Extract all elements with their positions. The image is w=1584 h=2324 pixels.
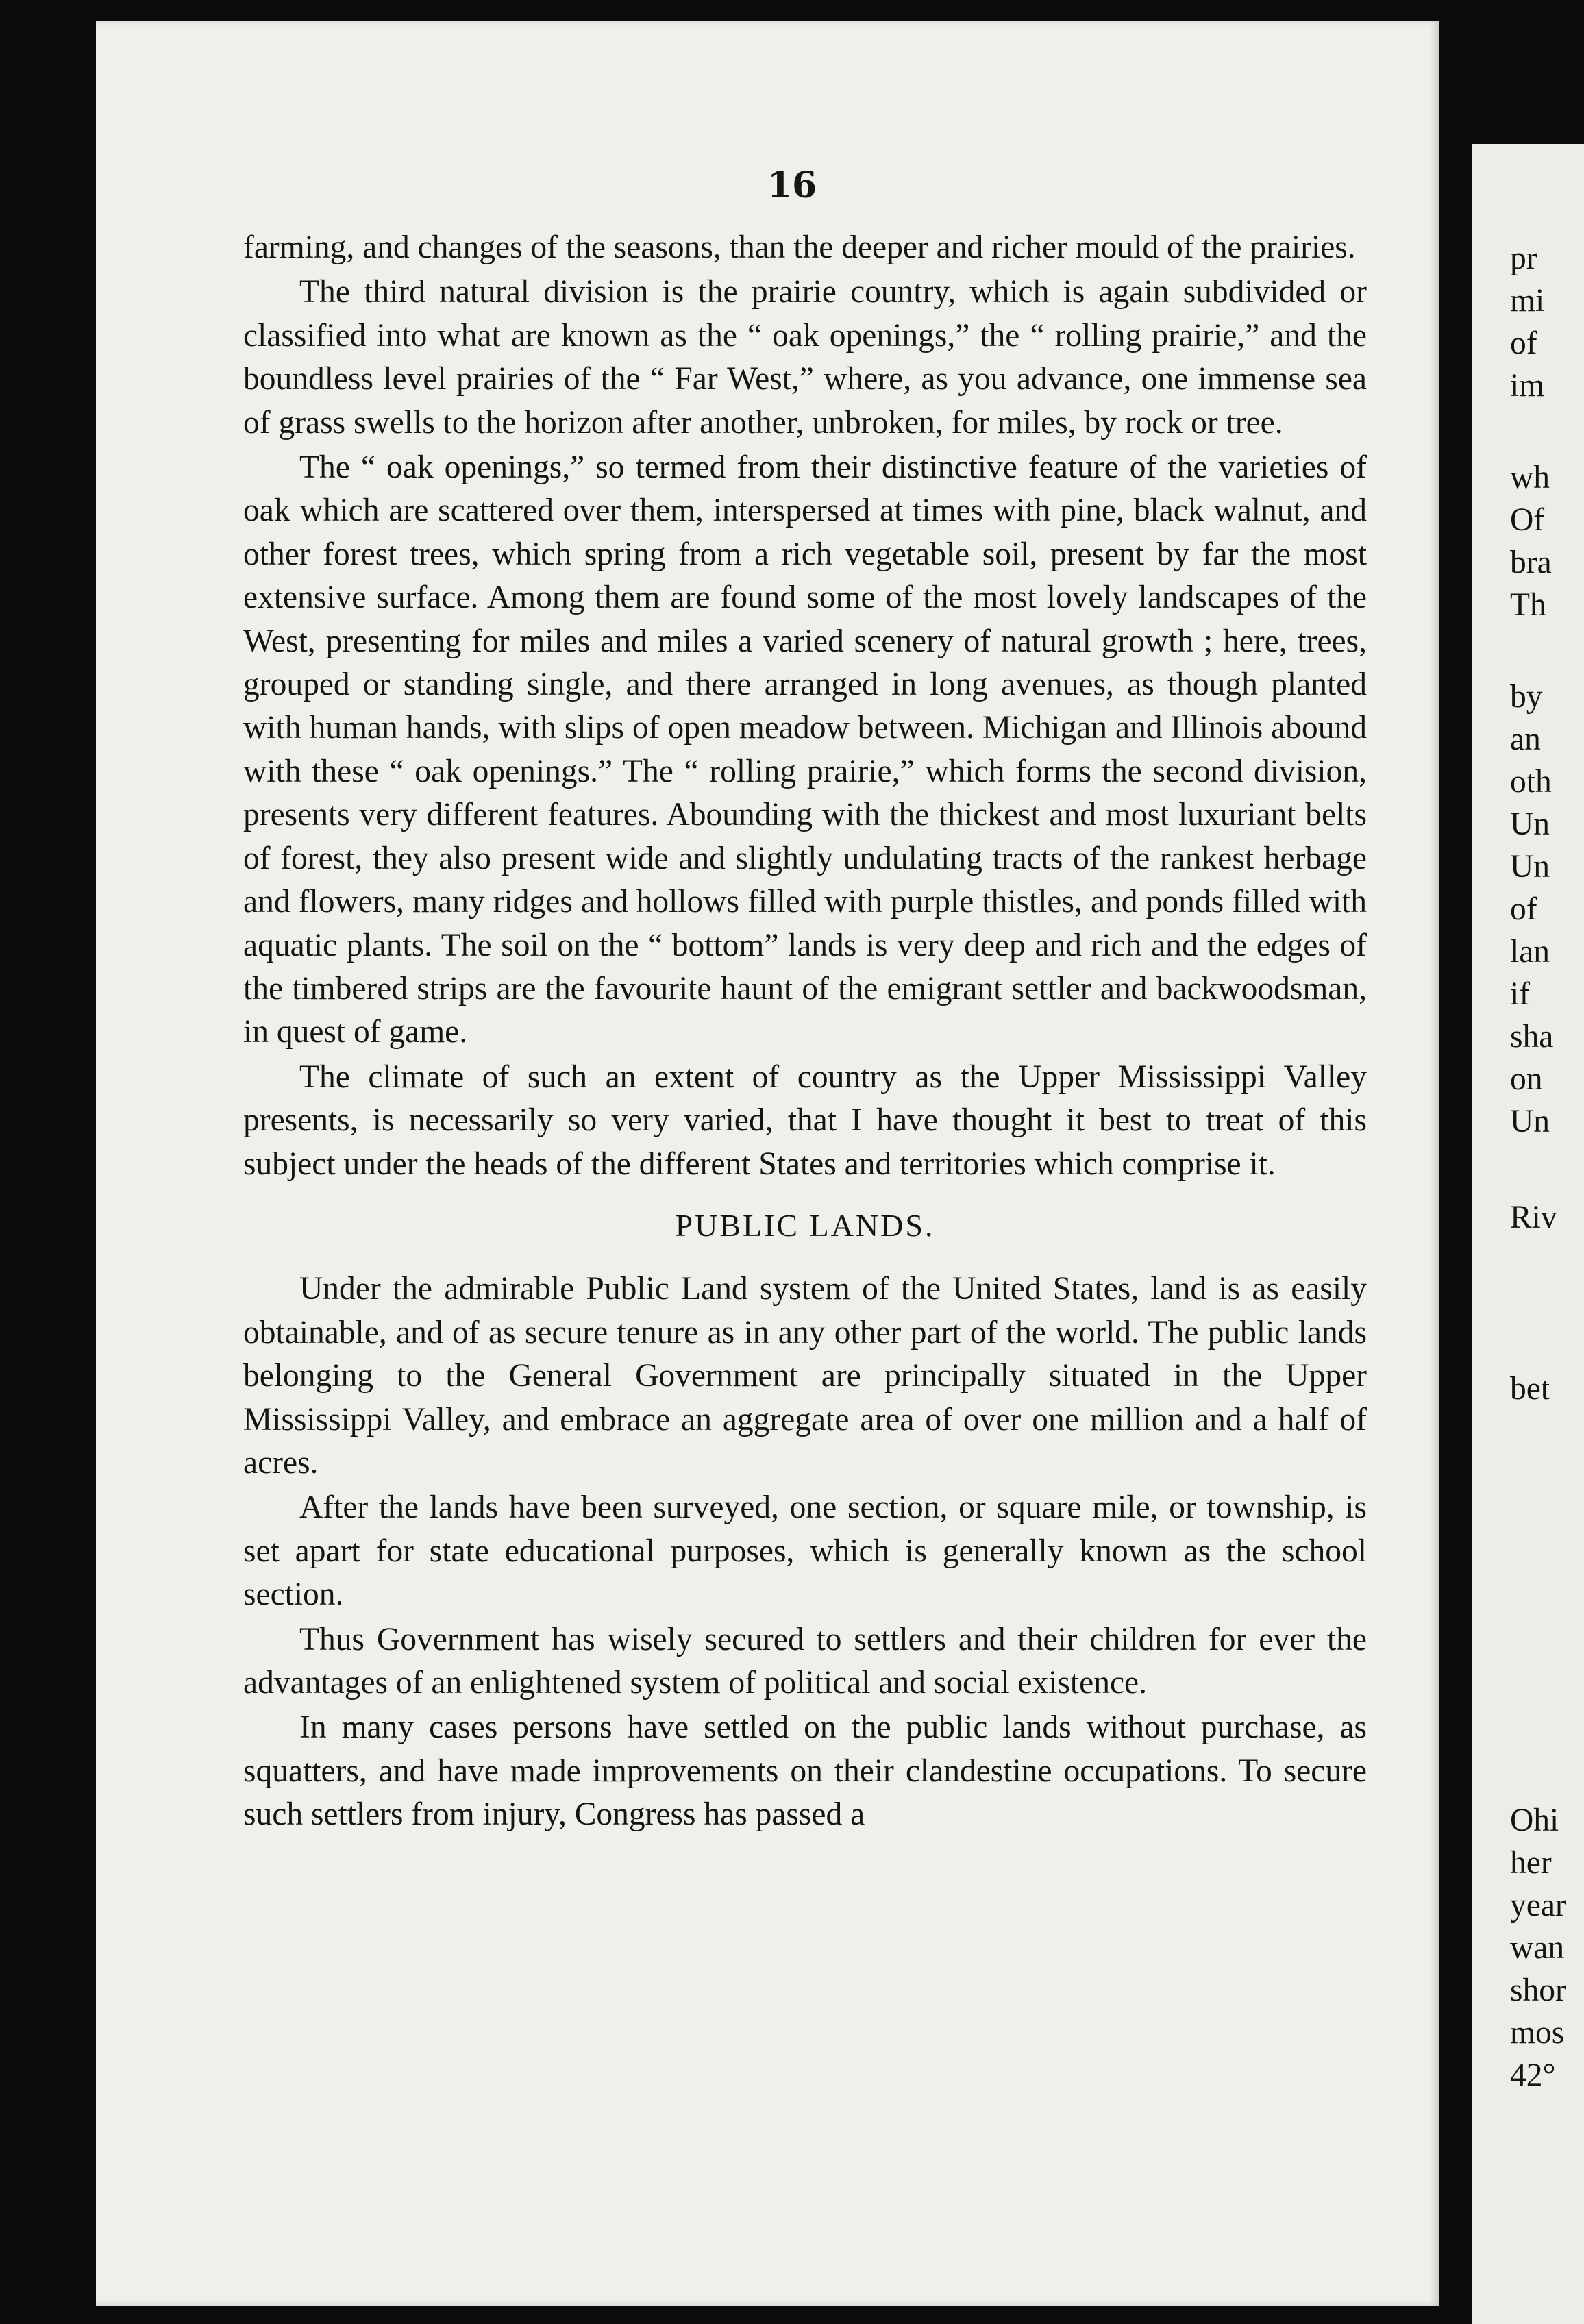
facing-fragment: by bbox=[1510, 679, 1543, 715]
page-number: 16 bbox=[767, 164, 817, 206]
facing-fragment: mi bbox=[1510, 283, 1545, 319]
facing-fragment: pr bbox=[1510, 240, 1537, 276]
paragraph: farming, and changes of the seasons, than the deeper and richer mould of the prairies. bbox=[243, 230, 1356, 265]
facing-fragment: if bbox=[1510, 976, 1531, 1012]
paragraph: The third natural division is the prairie country, which is again subdivided or classified into what are known as the “ oak openings,” the “ rolling prairie,” and the boundless level prairies of the “ Far West,” where, as you advance, one immense sea of grass swells to the horizon after another, unbroken, for miles, by rock or tree. bbox=[243, 274, 1367, 441]
facing-fragment: year bbox=[1510, 1888, 1566, 1923]
facing-fragment: im bbox=[1510, 368, 1545, 404]
paragraph: The climate of such an extent of country as the Upper Mississippi Valley presents, is necessarily so very varied, that I have thought it best to treat of this subject under the heads of the different States and territories which comprise it. bbox=[243, 1059, 1367, 1182]
facing-fragment: her bbox=[1510, 1845, 1552, 1881]
facing-fragment: wh bbox=[1510, 460, 1550, 495]
page-body bbox=[243, 226, 1367, 1837]
facing-fragment: sha bbox=[1510, 1019, 1554, 1054]
facing-fragment: of bbox=[1510, 891, 1537, 927]
facing-fragment: Th bbox=[1510, 587, 1546, 623]
facing-fragment: Riv bbox=[1510, 1200, 1557, 1235]
facing-fragment: Un bbox=[1510, 806, 1550, 842]
facing-fragment: Un bbox=[1510, 1104, 1550, 1139]
paragraph: Thus Government has wisely secured to settlers and their children for ever the advantages of an enlightened system of political and social existence. bbox=[243, 1621, 1367, 1701]
paragraph: In many cases persons have settled on the public lands without purchase, as squatters, and have made improvements on their clandestine occupations. To secure such settlers from injury, Congress has passed a bbox=[243, 1709, 1367, 1833]
facing-fragment: of bbox=[1510, 325, 1537, 361]
facing-fragment: mos bbox=[1510, 2015, 1565, 2051]
facing-fragment: Un bbox=[1510, 849, 1550, 885]
facing-fragment: shor bbox=[1510, 1973, 1566, 2008]
facing-fragment: lan bbox=[1510, 934, 1550, 969]
paragraph: After the lands have been surveyed, one section, or square mile, or township, is set apart for state educational purposes, which is generally known as the school section. bbox=[243, 1489, 1367, 1613]
facing-fragment: 42° bbox=[1510, 2057, 1556, 2093]
facing-fragment: an bbox=[1510, 721, 1541, 757]
facing-fragment: bet bbox=[1510, 1371, 1550, 1407]
facing-fragment: Ohi bbox=[1510, 1803, 1559, 1838]
paragraph: The “ oak openings,” so termed from their distinctive feature of the varieties of oak which are scattered over them, interspersed at times with pine, black walnut, and other forest trees, which spring from a rich vegetable soil, present by far the most extensive surface. Among them are found some of the most lovely landscapes of the West, presenting for miles and miles a varied scenery of natural growth ; here, trees, grouped or standing single, and there arranged in long avenues, as though planted with human hands, with slips of open meadow between. Michigan and Illinois abound with these “ oak openings.” The “ rolling prairie,” which forms the second division, presents very different features. Abounding with the thickest and most luxuriant belts of forest, they also present wide and slightly undulating tracts of the rankest herbage and flowers, many ridges and hollows filled with purple thistles, and ponds filled with aquatic plants. The soil on the “ bottom” lands is very deep and rich and the edges of the timbered strips are the favourite haunt of the emigrant settler and backwoodsman, in quest of game. bbox=[243, 449, 1367, 1050]
section-heading: PUBLIC LANDS. bbox=[675, 1207, 935, 1243]
facing-fragment: Of bbox=[1510, 502, 1545, 538]
facing-fragment: oth bbox=[1510, 764, 1552, 800]
paragraph: Under the admirable Public Land system of the United States, land is as easily obtainable, and of as secure tenure as in any other part of the world. The public lands belonging to the General Government are principally situated in the Upper Mississippi Valley, and embrace an aggregate area of over one million and a half of acres. bbox=[243, 1271, 1367, 1481]
facing-fragment: on bbox=[1510, 1061, 1543, 1097]
facing-fragment: bra bbox=[1510, 545, 1552, 580]
facing-fragment: wan bbox=[1510, 1930, 1565, 1966]
